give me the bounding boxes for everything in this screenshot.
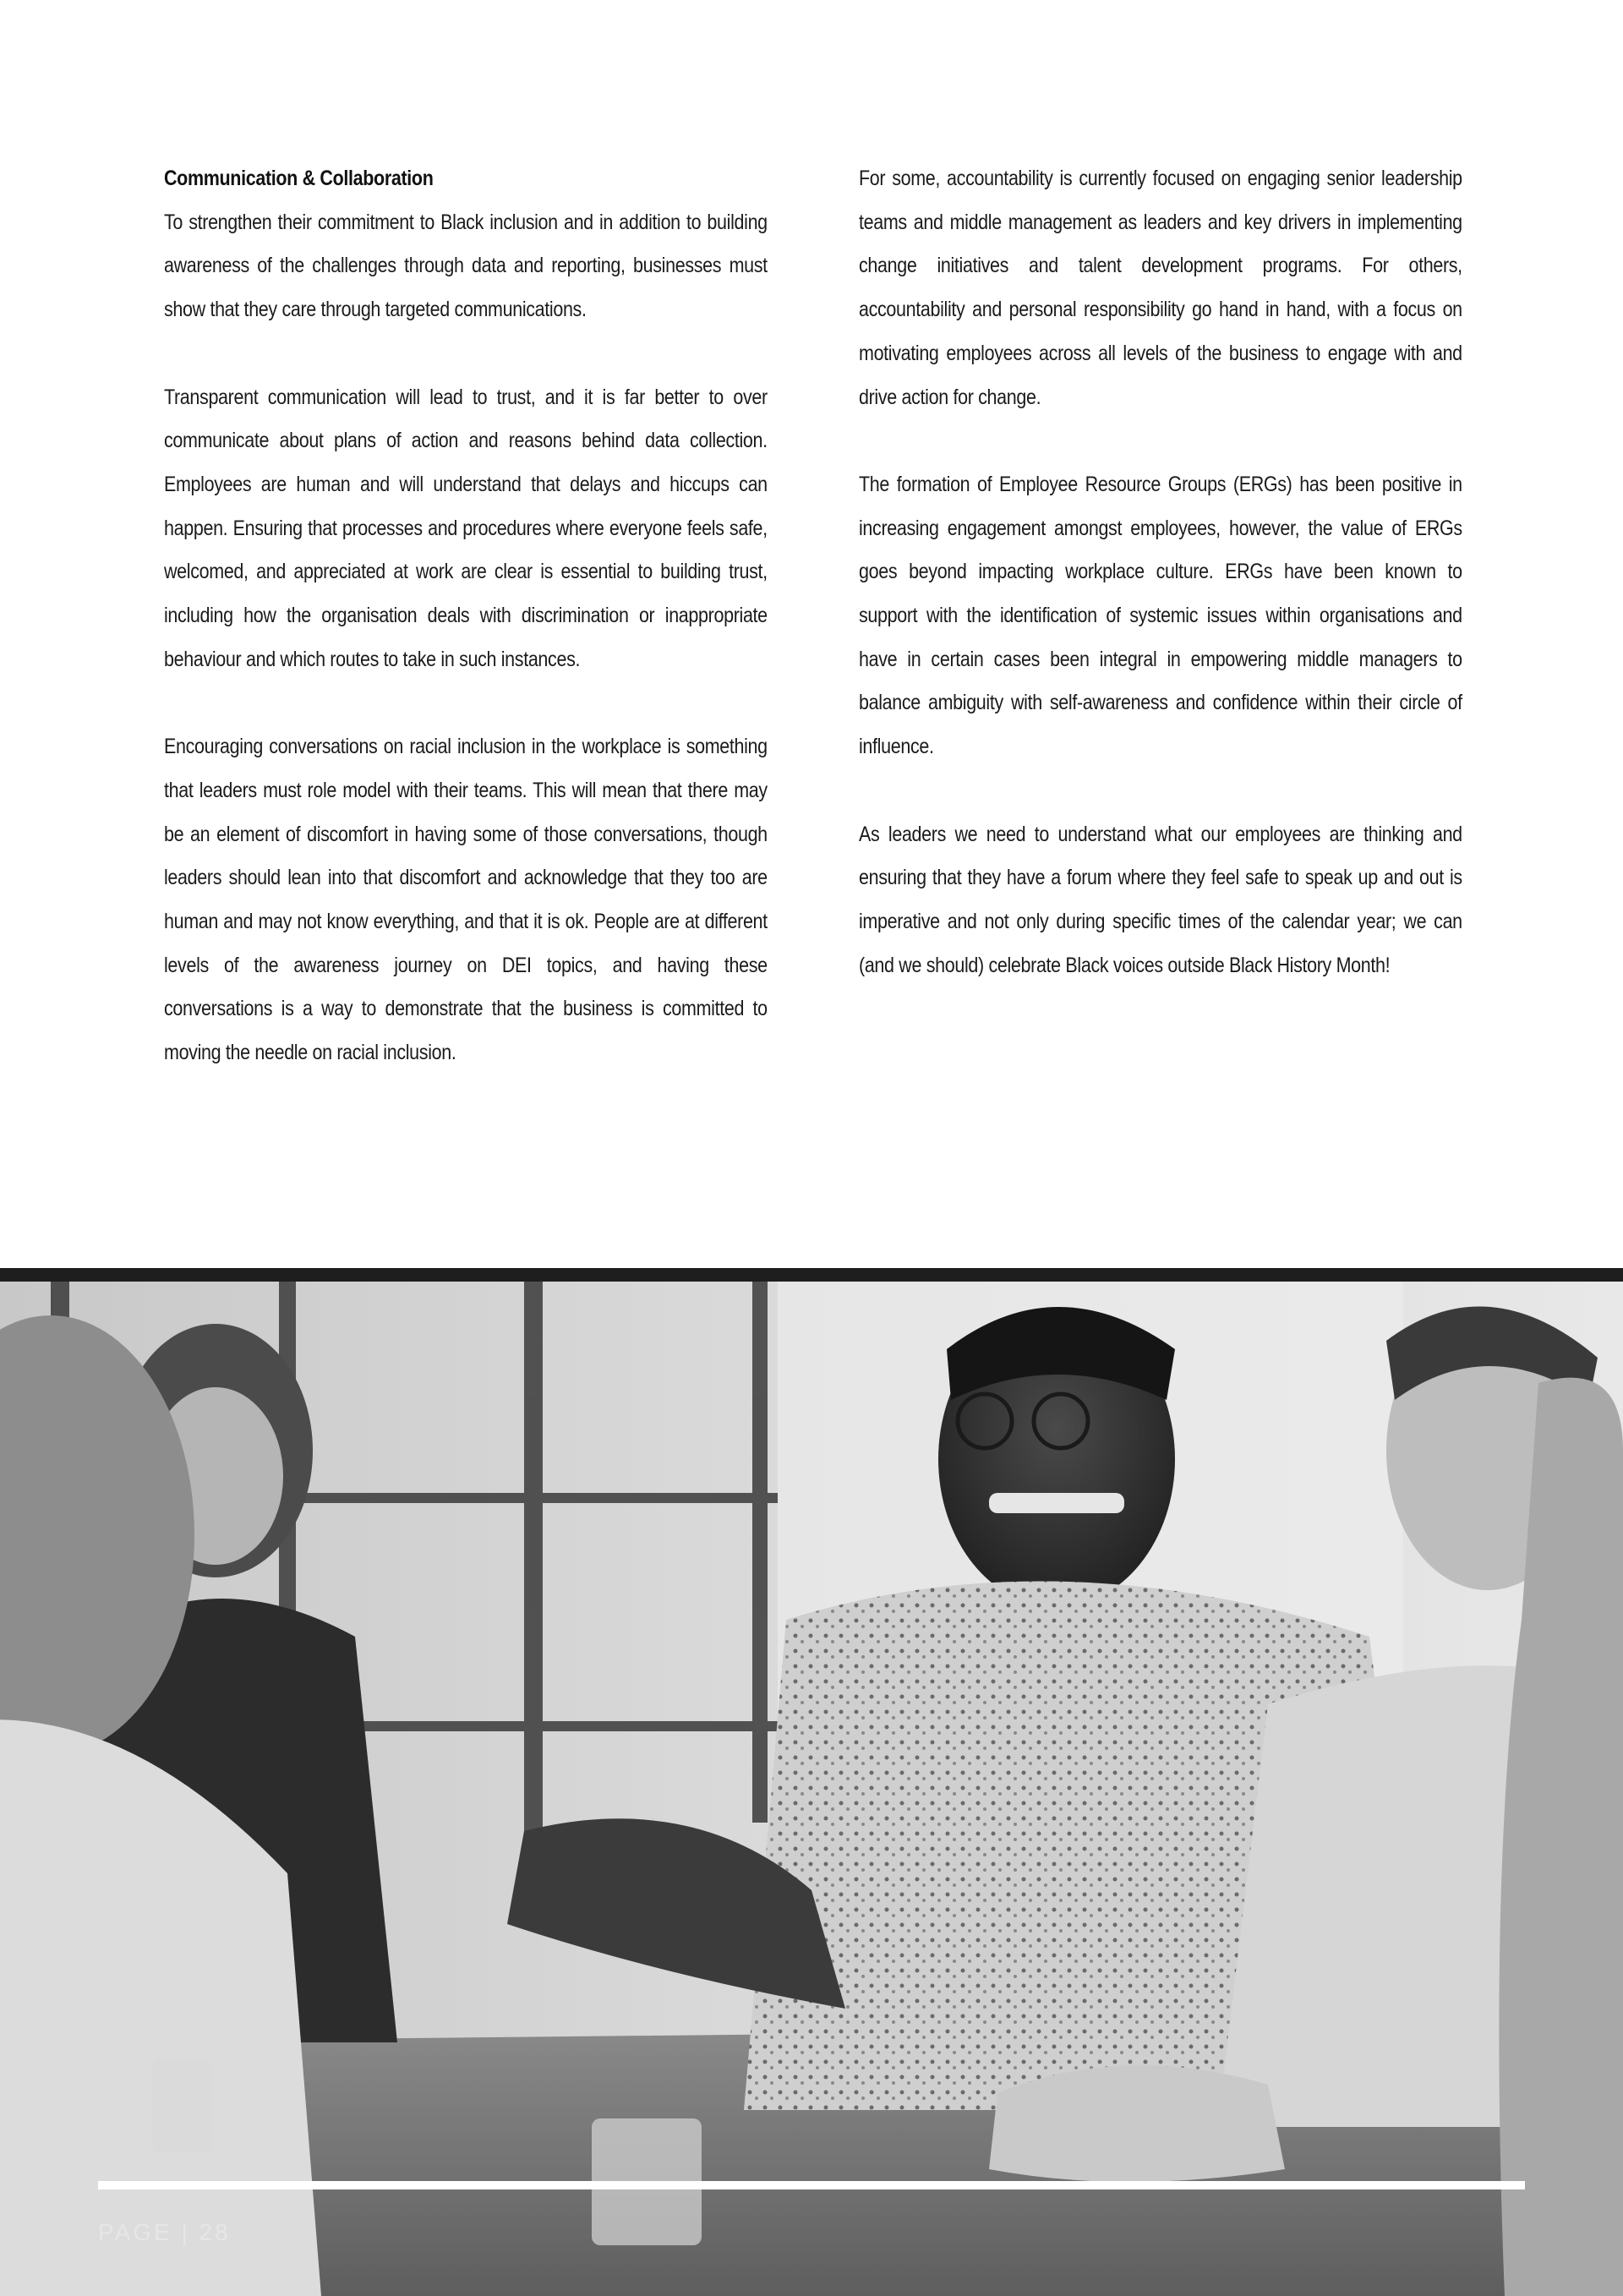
footer-divider bbox=[98, 2181, 1525, 2189]
body-paragraph: Transparent communication will lead to trust, and it is far better to over communicate about plans of action and reasons behind data collection. Employees are human and will understand that delays and hiccups can happen. Ensuring that processes and procedures where everyone feels safe, welcomed, and appreciated at work are clear is essential to building trust, including how the organisation deals with discrimination or inappropriate behaviour and which routes to take in such instances. bbox=[164, 385, 768, 671]
section-heading: Communication & Collaboration bbox=[164, 167, 434, 190]
page-number: PAGE | 28 bbox=[98, 2219, 231, 2245]
body-paragraph: For some, accountability is currently focused on engaging senior leadership teams and middle management as leaders and key drivers in implementing change initiatives and talent development programs. For others, accountability and personal responsibility go hand in hand, with a focus on motivating employees across all levels of the business to engage with and drive action for change. bbox=[859, 167, 1462, 409]
photo-top-border bbox=[0, 1268, 1623, 1282]
body-paragraph: The formation of Employee Resource Groups (ERGs) has been positive in increasing engagement amongst employees, however, the value of ERGs goes beyond impacting workplace culture. ERGs have been known to support with the identification of systemic issues within organisations and have in certain cases been integral in empowering middle managers to balance ambiguity with self-awareness and confidence within their circle of influence. bbox=[859, 472, 1462, 759]
team-meeting-photo bbox=[0, 1268, 1623, 2296]
left-text-column bbox=[164, 157, 768, 1075]
body-paragraph: To strengthen their commitment to Black inclusion and in addition to building awareness of the challenges through data and reporting, businesses must show that they care through targeted communications. bbox=[164, 210, 768, 322]
photo-illustration bbox=[0, 1282, 1623, 2296]
body-paragraph: As leaders we need to understand what our employees are thinking and ensuring that they have a forum where they feel safe to speak up and out is imperative and not only during specific times of the calendar year; we can (and we should) celebrate Black voices outside Black History Month! bbox=[859, 822, 1462, 977]
right-text-column bbox=[859, 157, 1462, 987]
body-paragraph: Encouraging conversations on racial inclusion in the workplace is something that leaders must role model with their teams. This will mean that there may be an element of discomfort in having some of those conversations, though leaders should lean into that discomfort and acknowledge that they too are human and may not know everything, and that it is ok. People are at different levels of the awareness journey on DEI topics, and having these conversations is a way to demonstrate that the business is committed to moving the needle on racial inclusion. bbox=[164, 735, 768, 1065]
